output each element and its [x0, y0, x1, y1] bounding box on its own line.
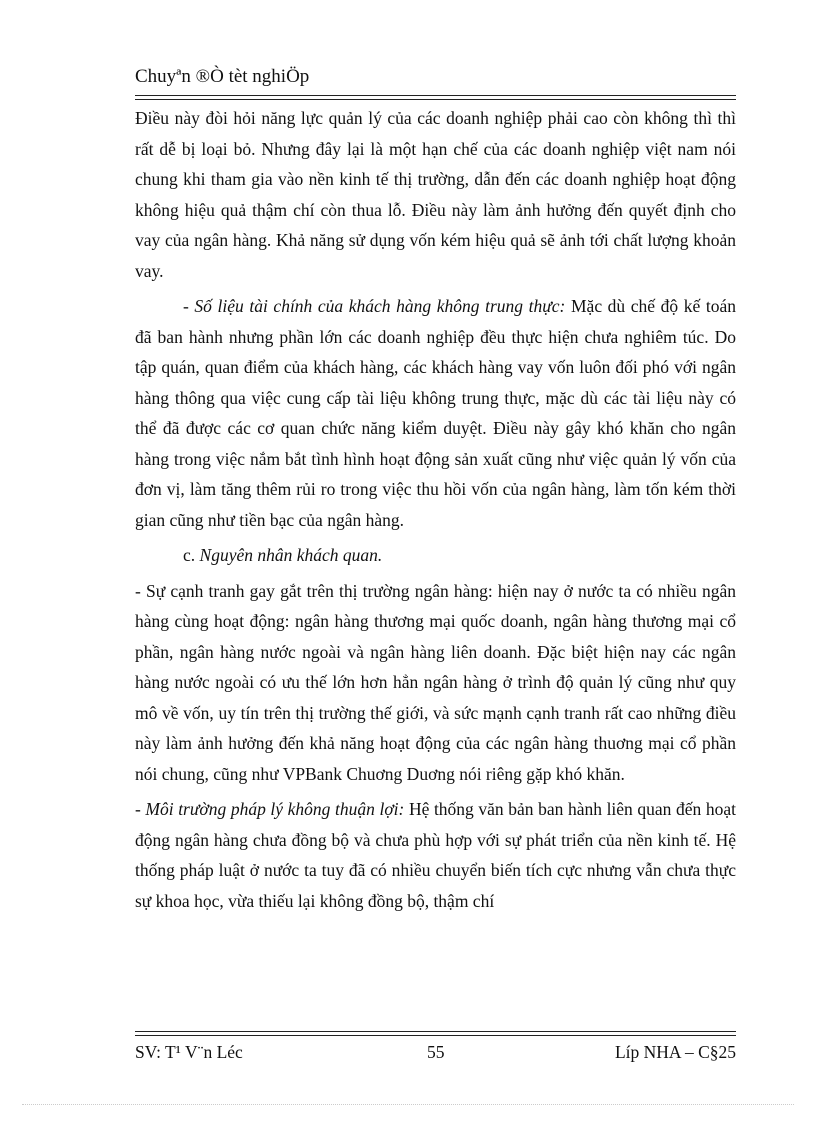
paragraph-2-text: Mặc dù chế độ kế toán đã ban hành nhưng phần lớn các doanh nghiệp đều thực hiện chưa nghiêm túc. Do tập quán, quan điểm của khách hàng, các khách hàng vay vốn luôn đối phó với ngân hàng thông qua việc cung cấp tài liệu không trung thực, mặc dù các tài liệu này có thể đã được các cơ quan chức năng kiểm duyệt. Điều này gây khó khăn cho ngân hàng trong việc nắm bắt tình hình hoạt động sản xuất cũng như việc quản lý vốn của đơn vị, làm tăng thêm rủi ro trong việc thu hồi vốn của ngân hàng, làm tốn kém thời gian cũng như tiền bạc của ngân hàng. — [135, 296, 736, 530]
footer-double-rule — [135, 1031, 736, 1036]
header-double-rule — [135, 95, 736, 100]
paragraph-1: Điều này đòi hỏi năng lực quản lý của các doanh nghiệp phải cao còn không thì thì rất dễ bị loại bỏ. Nhưng đây lại là một hạn chế của các doanh nghiệp việt nam nói chung khi tham gia vào nền kinh tế thị trường, dẫn đến các doanh nghiệp hoạt động không hiệu quả thậm chí còn thua lỗ. Điều này làm ảnh hưởng đến quyết định cho vay của ngân hàng. Khả năng sử dụng vốn kém hiệu quả sẽ ảnh tới chất lượng khoản vay. — [135, 108, 736, 281]
footer-student-name: SV: T¹ V¨n Léc — [135, 1042, 243, 1062]
paragraph-2-label: - Số liệu tài chính của khách hàng không trung thực: — [183, 296, 566, 316]
page-number: 55 — [427, 1042, 445, 1062]
page-bottom-dotted-line — [22, 1104, 794, 1105]
section-heading-c-prefix: c. — [183, 545, 200, 565]
paragraph-4-text: Hệ thống văn bản ban hành liên quan đến hoạt động ngân hàng chưa đồng bộ và chưa phù hợp với sự phát triển của nền kinh tế. Hệ thống pháp luật ở nước ta tuy đã có nhiều chuyển biến tích cực nhưng vẫn chưa thực sự khoa học, vừa thiếu lại không đồng bộ, thậm chí — [135, 799, 736, 911]
paragraph-4 — [135, 794, 736, 916]
footer-class-name: Líp NHA – C§25 — [614, 1042, 736, 1062]
paragraph-3: - Sự cạnh tranh gay gắt trên thị trường ngân hàng: hiện nay ở nước ta có nhiều ngân hàng cùng hoạt động: ngân hàng thương mại quốc doanh, ngân hàng thương mại cổ phần, ngân hàng nước ngoài và ngân hàng liên doanh. Đặc biệt hiện nay các ngân hàng nước ngoài có ưu thế lớn hơn hẳn ngân hàng ở trình độ quản lý cũng như quy mô về vốn, uy tín trên thị trường thế giới, và sức mạnh cạnh tranh rất cao những điều này làm ảnh hưởng đến khả năng hoạt động của các ngân hàng thuơng mại cổ phần nói chung, cũng như VPBank Chuơng Duơng nói riêng gặp khó khăn. — [135, 580, 736, 784]
section-heading-c-text: Nguyên nhân khách quan. — [199, 545, 383, 565]
paragraph-4-label: - Môi trường pháp lý không thuận lợi: — [135, 799, 405, 819]
section-heading-c — [135, 540, 736, 571]
body-text — [135, 103, 736, 921]
paragraph-2 — [135, 291, 736, 535]
page-header-title: Chuyªn ®Ò tèt nghiÖp — [135, 66, 310, 87]
